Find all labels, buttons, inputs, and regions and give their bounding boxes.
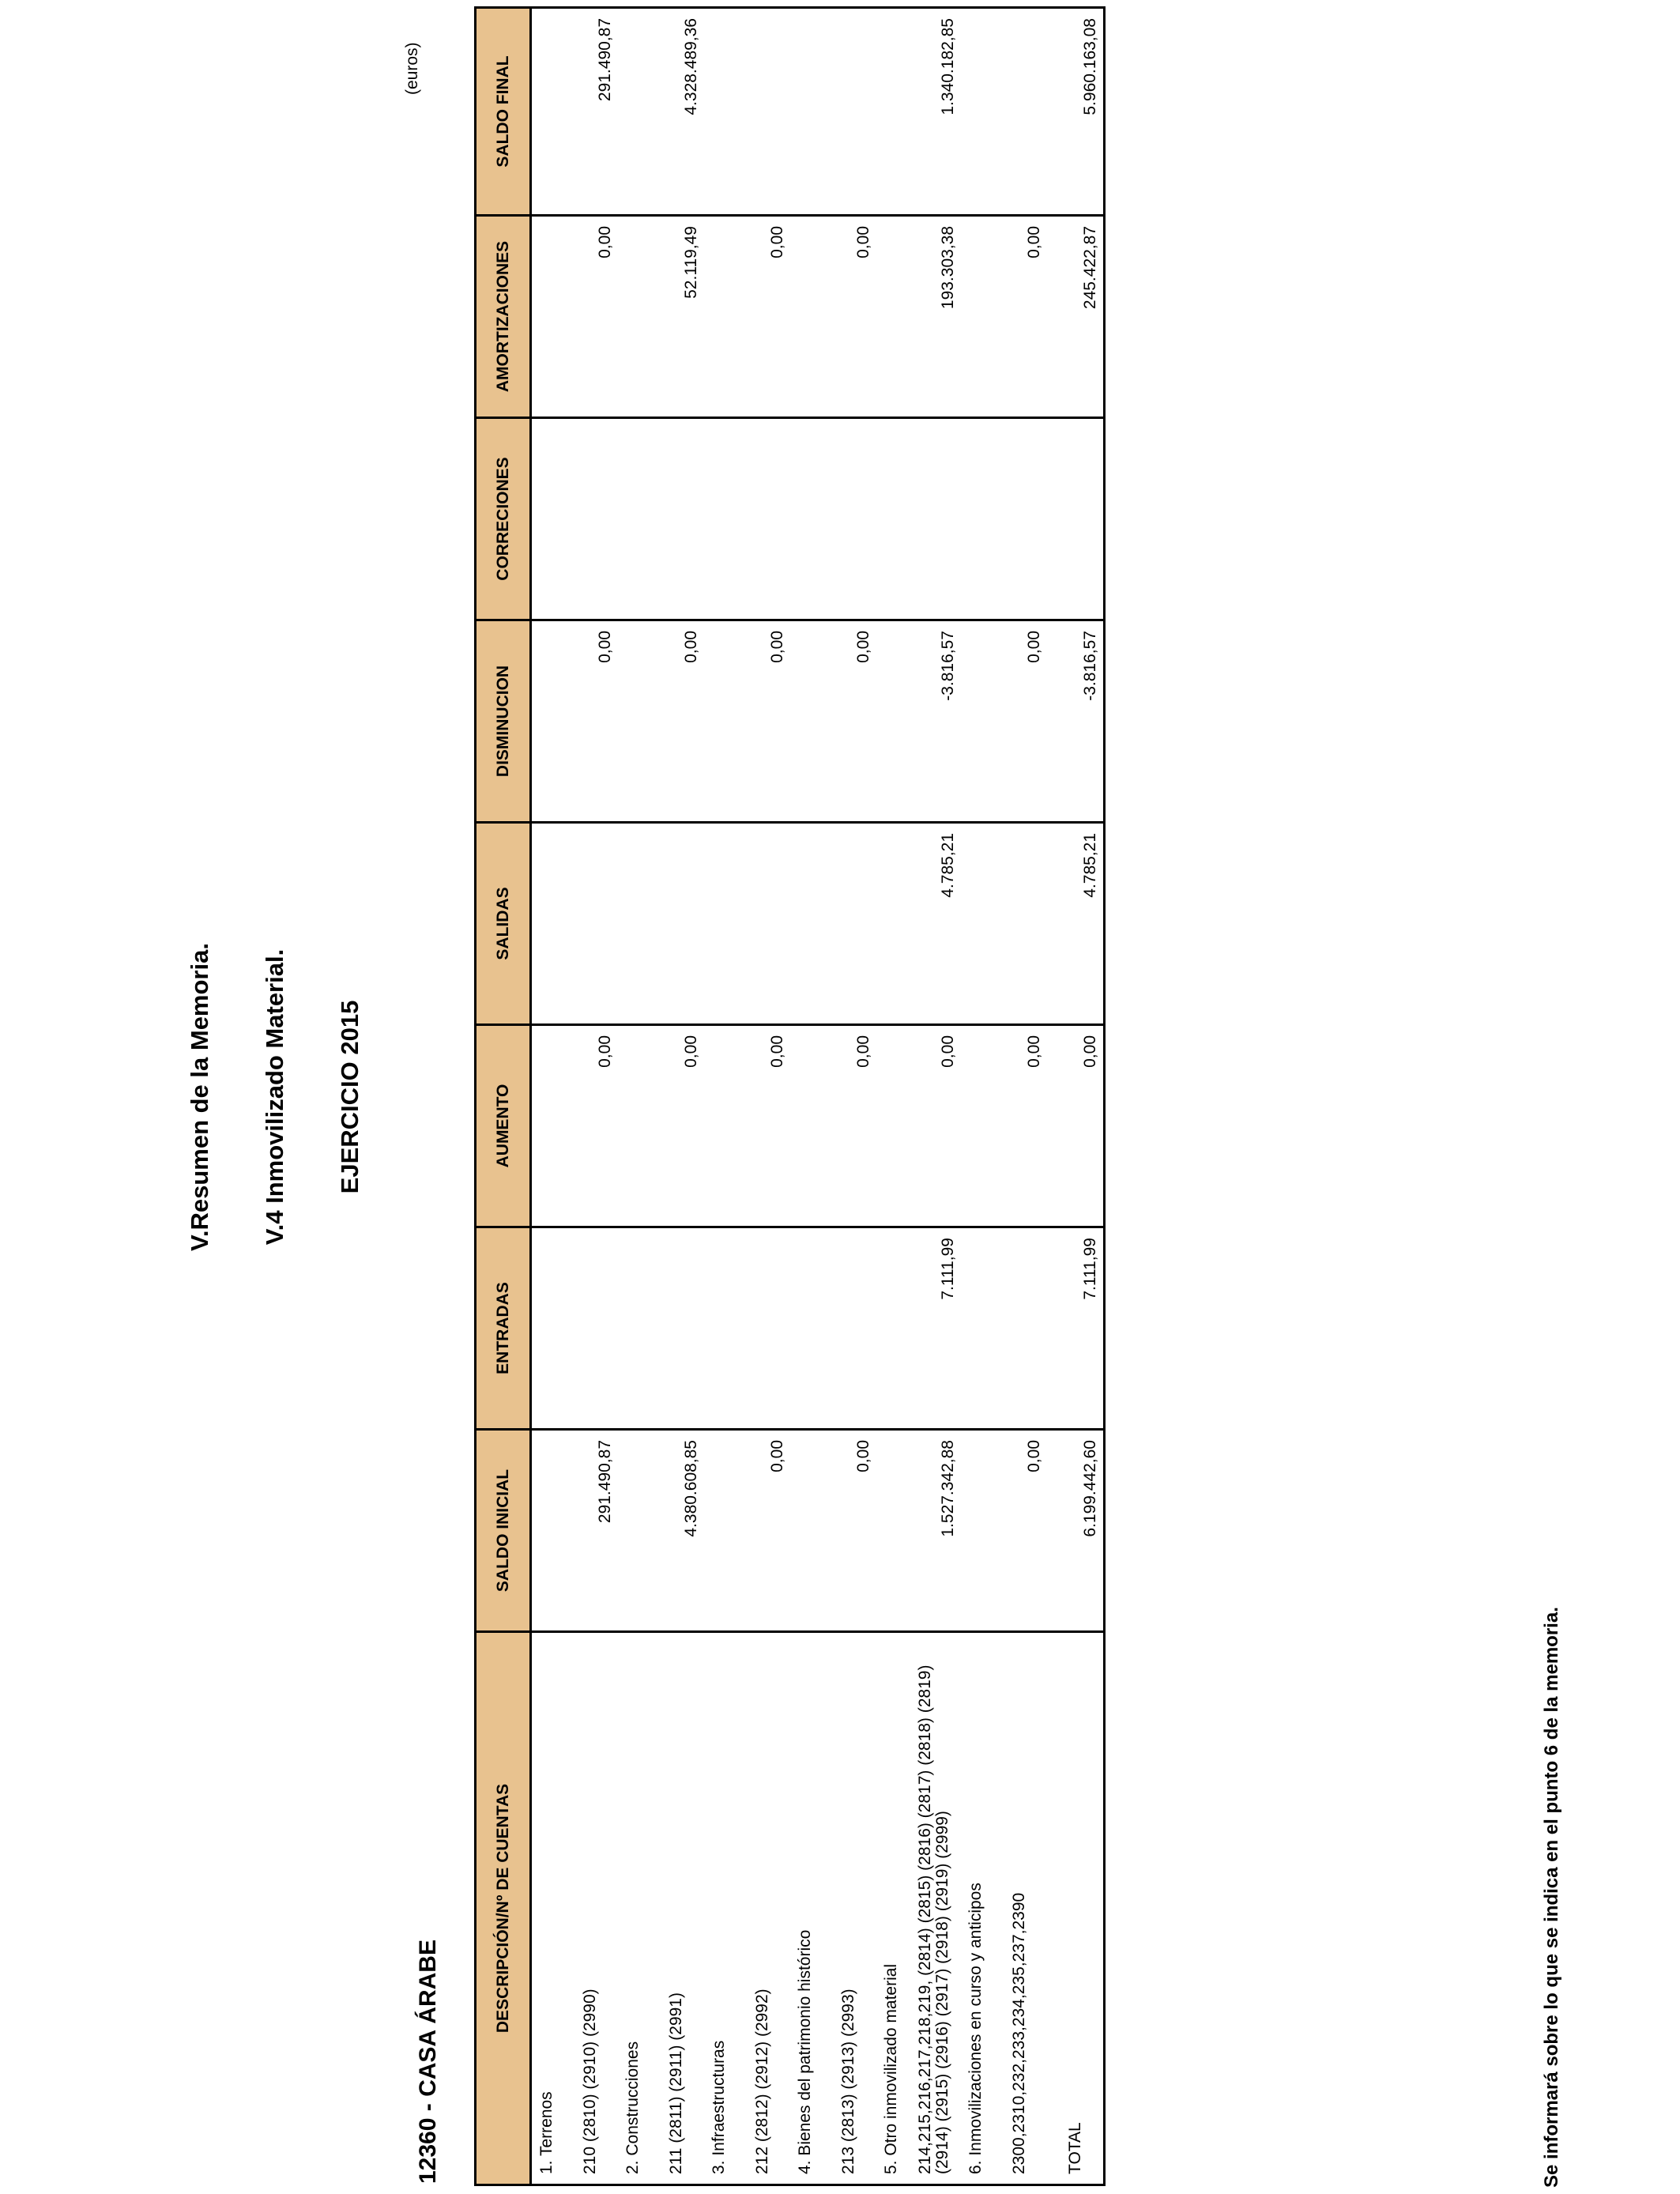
aumento-cell: 0,00 — [562, 1025, 618, 1227]
aumento-cell: 0,00 — [648, 1025, 704, 1227]
column-header-disminucion: DISMINUCION — [476, 620, 531, 823]
total-label: TOTAL — [1047, 1632, 1105, 2185]
section-row — [790, 8, 820, 2185]
salidas-cell — [648, 823, 704, 1025]
aumento-cell: 0,00 — [820, 1025, 876, 1227]
amortizaciones-cell: 0,00 — [734, 216, 790, 418]
column-header-saldo-final: SALDO FINAL — [476, 8, 531, 216]
saldo-final-cell: 4.328.489,36 — [648, 8, 704, 216]
saldo-inicial-cell: 0,00 — [820, 1430, 876, 1632]
section-row — [961, 8, 991, 2185]
account-codes: 211 (2811) (2911) (2991) — [648, 1632, 704, 2185]
saldo-final-cell — [820, 8, 876, 216]
disminucion-total: -3.816,57 — [1047, 620, 1105, 823]
section-label: 3. Infraestructuras — [704, 1632, 734, 2185]
column-header-correciones: CORRECIONES — [476, 418, 531, 620]
saldo-final-cell — [734, 8, 790, 216]
saldo-inicial-cell: 291.490,87 — [562, 1430, 618, 1632]
correciones-cell — [648, 418, 704, 620]
aumento-cell: 0,00 — [991, 1025, 1047, 1227]
correciones-cell — [906, 418, 961, 620]
report-title: V.Resumen de la Memoria. — [186, 943, 213, 1251]
table-row — [648, 8, 704, 2185]
amortizaciones-cell: 193.303,38 — [906, 216, 961, 418]
entradas-cell — [820, 1227, 876, 1430]
column-header-aumento: AUMENTO — [476, 1025, 531, 1227]
saldo-inicial-cell: 1.527.342,88 — [906, 1430, 961, 1632]
disminucion-cell: 0,00 — [991, 620, 1047, 823]
table-row — [991, 8, 1047, 2185]
table-row — [820, 8, 876, 2185]
entradas-cell — [562, 1227, 618, 1430]
section-label: 6. Inmovilizaciones en curso y anticipos — [961, 1632, 991, 2185]
amortizaciones-cell: 52.119,49 — [648, 216, 704, 418]
salidas-cell — [991, 823, 1047, 1025]
account-codes: 2300,2310,232,233,234,235,237,2390 — [991, 1632, 1047, 2185]
disminucion-cell: 0,00 — [562, 620, 618, 823]
salidas-cell — [562, 823, 618, 1025]
section-label: 4. Bienes del patrimonio histórico — [790, 1632, 820, 2185]
correciones-cell — [991, 418, 1047, 620]
section-row — [531, 8, 563, 2185]
amortizaciones-cell: 0,00 — [991, 216, 1047, 418]
column-header-salidas: SALIDAS — [476, 823, 531, 1025]
entradas-cell: 7.111,99 — [906, 1227, 961, 1430]
salidas-total: 4.785,21 — [1047, 823, 1105, 1025]
salidas-cell — [820, 823, 876, 1025]
section-label: 2. Construcciones — [618, 1632, 648, 2185]
saldo-inicial-cell: 4.380.608,85 — [648, 1430, 704, 1632]
section-title: V.4 Inmovilizado Material. — [261, 948, 288, 1246]
column-header-description: DESCRIPCIÓN/Nº DE CUENTAS — [476, 1632, 531, 2185]
section-row — [876, 8, 906, 2185]
aumento-cell: 0,00 — [906, 1025, 961, 1227]
correciones-cell — [734, 418, 790, 620]
column-header-amortizaciones: AMORTIZACIONES — [476, 216, 531, 418]
salidas-cell — [734, 823, 790, 1025]
currency-units: (euros) — [403, 42, 421, 95]
entradas-cell — [734, 1227, 790, 1430]
disminucion-cell: -3.816,57 — [906, 620, 961, 823]
saldo-final-cell: 1.340.182,85 — [906, 8, 961, 216]
account-codes: 212 (2812) (2912) (2992) — [734, 1632, 790, 2185]
account-codes: 214,215,216,217,218,219, (2814) (2815) (2816) (2817) (2818) (2819) (2914) (2915) (2916) (2917) (2918) (2919) (2999) — [906, 1632, 961, 2185]
table-row — [906, 8, 961, 2185]
amortizaciones-cell: 0,00 — [562, 216, 618, 418]
column-header-saldo-inicial: SALDO INICIAL — [476, 1430, 531, 1632]
table-row — [562, 8, 618, 2185]
table-row — [734, 8, 790, 2185]
account-codes: 213 (2813) (2913) (2993) — [820, 1632, 876, 2185]
saldo-final-cell — [991, 8, 1047, 216]
disminucion-cell: 0,00 — [648, 620, 704, 823]
disminucion-cell: 0,00 — [820, 620, 876, 823]
saldo-final-cell: 291.490,87 — [562, 8, 618, 216]
section-label: 1. Terrenos — [531, 1632, 563, 2185]
correciones-cell — [820, 418, 876, 620]
disminucion-cell: 0,00 — [734, 620, 790, 823]
saldo-final-total: 5.960.163,08 — [1047, 8, 1105, 216]
section-label: 5. Otro inmovilizado material — [876, 1632, 906, 2185]
fiscal-year-title: EJERCICIO 2015 — [336, 1000, 363, 1194]
total-row — [1047, 8, 1105, 2185]
fixed-assets-table — [474, 6, 1106, 2186]
section-row — [704, 8, 734, 2185]
saldo-inicial-cell: 0,00 — [734, 1430, 790, 1632]
correciones-cell — [562, 418, 618, 620]
section-row — [618, 8, 648, 2185]
entradas-cell — [991, 1227, 1047, 1430]
table-header-row — [476, 8, 531, 2185]
entity-name: 12360 - CASA ÁRABE — [415, 1940, 441, 2184]
correciones-total — [1047, 418, 1105, 620]
account-codes: 210 (2810) (2910) (2990) — [562, 1632, 618, 2185]
column-header-entradas: ENTRADAS — [476, 1227, 531, 1430]
entradas-cell — [648, 1227, 704, 1430]
amortizaciones-cell: 0,00 — [820, 216, 876, 418]
amortizaciones-total: 245.422,87 — [1047, 216, 1105, 418]
aumento-total: 0,00 — [1047, 1025, 1105, 1227]
salidas-cell: 4.785,21 — [906, 823, 961, 1025]
aumento-cell: 0,00 — [734, 1025, 790, 1227]
saldo-inicial-total: 6.199.442,60 — [1047, 1430, 1105, 1632]
footnote: Se informará sobre lo que se indica en el punto 6 de la memoria. — [1541, 1607, 1562, 2188]
saldo-inicial-cell: 0,00 — [991, 1430, 1047, 1632]
entradas-total: 7.111,99 — [1047, 1227, 1105, 1430]
